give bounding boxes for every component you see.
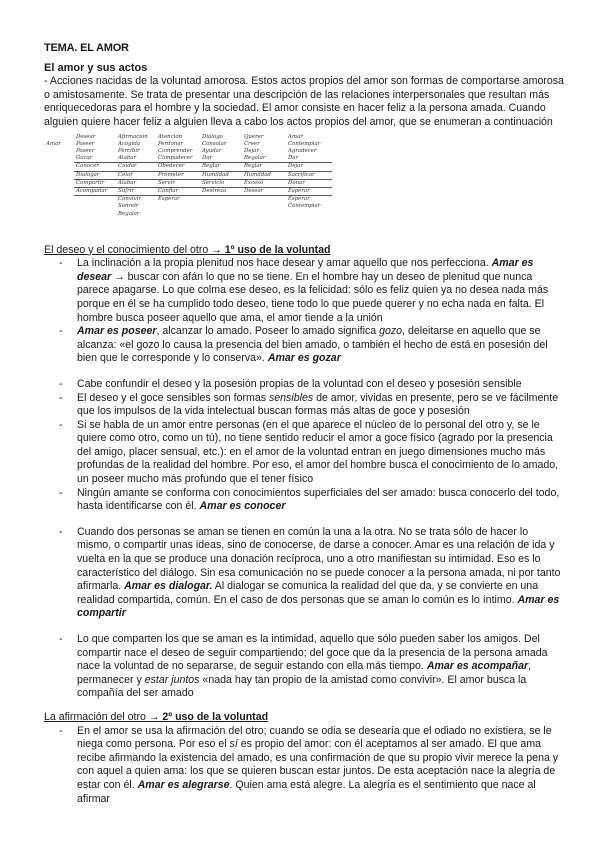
table-cell: Dejar [286,163,332,171]
table-cell: Regalar [242,155,286,163]
table-cell: Humildad [242,171,286,179]
text-span: → buscar con afán lo que no se tiene. En el hombre hay un deseo de plenitud que nunca parece apagarse. Lo que colma ese deseo, es la felicidad: sólo es feliz quien ya no desea nada más porque en él se ha cumplido todo deseo, tiene todo lo que puede querer y no echa nada en falta. El hombre busca poseer aquello que ama, el amor tiende a la unión [77,270,549,324]
table-cell: Dar [200,155,242,163]
table-cell [44,211,74,218]
table-cell: Sonreír [118,203,139,210]
table-cell: Ayudar [202,147,222,154]
table-cell: Sacrificar [286,171,332,179]
table-cell: Dar [286,155,332,163]
section-heading: El amor y sus actos [44,61,148,74]
text-span: El deseo y el goce sensibles son formas [77,391,269,404]
table-cell: Servicio [200,179,242,187]
table-cell: Afirmación [118,133,148,140]
table-row [44,155,332,163]
text-span: gozo [379,325,403,338]
table-cell: Compadecer [156,155,200,163]
section-deseo [44,244,564,701]
section-title [44,711,564,725]
text-span: En el amor se usa la afirmación del otro; cuando se odia se desearía que el odiado no existiera, se le niega como persona. Por eso el [77,724,552,751]
table-cell: Perdonar [158,140,184,147]
text-span: Amar es desear [77,257,534,283]
table-cell [44,163,74,171]
list-item [44,526,564,621]
table-row [44,134,332,141]
text-span: Amar es dialogar. [124,580,213,593]
list-item [44,419,564,487]
table-cell: Poseer [76,147,95,154]
table-cell: Exceso [242,179,286,187]
text-span: Ningún amante se conforma con conocimientos superficiales del ser amado: busca conocerlo del todo, hasta identificarse con él. [77,486,560,513]
arrow-icon: → [208,243,225,256]
text-span: , deleitarse en aquello que se alcanza: «el gozo lo causa la presencia del bien amado, o también el hecho de está en posesión del bien que le corresponde y lo conserva». [77,325,548,365]
table-cell: Humildad [200,171,242,179]
table-cell: Servir [156,179,200,187]
text-span: sensibles [268,391,314,404]
table-cell: Esperar [288,196,310,203]
table-cell [242,203,286,210]
list-item [44,378,564,392]
table-cell [44,155,74,163]
text-span: Amar es acompañar [426,660,529,673]
table-row [44,163,332,171]
table-cell: Acompañar [74,187,116,195]
table-cell: Cuidar [116,163,156,171]
table-row [44,148,332,155]
intro-paragraph: - Acciones nacidas de la voluntad amorosa. Estos actos propios del amor son formas de comportarse amorosa o amistosamente. Se trata de presentar una descripción de las relaciones interpersonales que resultan más enriquecedoras para el hombre y la sociedad. El amor consiste en hacer feliz a la persona amada. Cuando alguien quiere hacer feliz a alguien lleva a cabo los actos propios del amor, que se enumeran a continuación [44,75,564,128]
section-afirmacion [44,711,564,806]
table-cell [242,196,286,204]
text-span: Cabe confundir el deseo y la posesión propias de la voluntad con el deseo y posesión sensible [77,377,522,390]
table-cell: Reglar [242,163,286,171]
text-span: Amar es gozar [267,352,341,365]
table-cell: Desear [242,187,286,195]
table-cell: Comprender [158,147,193,154]
table-cell: Querer [244,133,264,140]
section-title-bold: 1º uso de la voluntad [224,243,331,256]
table-cell: Destreza [200,187,242,195]
table-cell [44,179,74,187]
table-cell [242,211,286,218]
table-cell [200,203,242,210]
table-row [44,211,332,218]
table-cell [286,211,332,218]
table-cell: Convivir [118,196,141,203]
text-span: , alcanzar lo amado. Poseer lo amado significa [156,325,380,338]
table-cell: Atención [158,133,183,140]
list-item [44,392,564,419]
table-cell [200,211,242,218]
text-span: Amar es alegrarse [137,778,230,791]
text-span: Amar es conocer [199,500,286,513]
table-cell: Contemplar [288,203,321,210]
list-item [44,725,564,807]
table-row [44,179,332,187]
list-item [44,257,564,325]
text-span: «nada hay tan propio de la amistad como convivir». El amor busca la compañía del ser amado [77,673,527,700]
text-span: Lo que comparten los que se aman es la intimidad, aquello que sólo pueden saber los amigos. Del compartir nace el deseo de seguir compartiendo; del goce que da la presencia de la persona amada nace la voluntad de no separarse, de seguir estando con ella más tiempo. [77,633,548,673]
bullet-list [44,257,564,701]
table-cell: Alabar [116,179,156,187]
table-cell: Prometer [156,171,200,179]
text-span: Amar es compartir [77,593,560,620]
table-cell: Diálogo [202,133,223,140]
acts-table [44,134,564,234]
table-cell: Contemplar [288,140,321,147]
table-cell: Alabar [116,155,156,163]
table-row [44,171,332,179]
table-cell [44,171,74,179]
table-cell: Acogida [118,140,140,147]
section-title-text: La afirmación del otro [44,710,146,723]
text-span: , permanecer y [77,660,532,686]
table-cell: Esperar [286,187,332,195]
text-span: estar juntos [144,673,200,686]
document-title: TEMA. EL AMOR [44,42,129,54]
table-row [44,141,332,148]
table-cell [200,196,242,204]
table-cell: Confiar [156,187,200,195]
table-cell [44,187,74,195]
table-cell: Gozar [74,155,116,163]
text-span: . Quien ama está alegre. La alegría es el sentimiento que nace al afirmar [77,778,536,805]
table-cell: Esperar [158,196,180,203]
table-cell [74,203,116,210]
list-item [44,633,564,701]
text-span: sí [229,738,238,751]
table-cell: Regalar [118,210,140,217]
text-span: Al dialogar se comunica la realidad del que da, y se convierte en una realidad compartida, común. En el caso de dos personas que se aman lo común es lo íntimo. [77,580,539,606]
table-row [44,196,332,204]
table-cell [156,211,200,218]
table-cell: Creer [244,140,260,147]
list-item [44,487,564,514]
section-title-text: El deseo y el conocimiento del otro [44,243,209,256]
text-span: Si se habla de un amor entre personas (en el que aparece el núcleo de lo personal del otro y, se le quiere como otro, como un tú), no tiene sentido reducir el amor a goce físico (agrado por la presencia del amigo, placer sensual, etc.): en el amor de la voluntad entran en juego dimensiones mucho más profundas de la realidad del hombre. Por eso, el amor del hombre busca el conocimiento de lo amado, un poseer mucho más profundo que el tener físico [77,418,559,486]
text-span: de amor, vividas en presente, pero se ve fácilmente que los impulsos de la vida intelectual buscan formas más altas de goce y posesión [77,391,559,418]
table-cell: Sufrir [116,187,156,195]
acts-table-grid [44,134,332,218]
table-cell: Compartir [74,179,116,187]
text-span: es propio del amor: con él aceptamos al ser amado. El que ama recibe afirmando la existencia del amado, es una confirmación de que su propio vivir merece la pena y con aquel a quien ama: los que se quieren buscan estar juntos. De esta aceptación nace la alegría de estar con él. [77,738,559,791]
table-cell: Amar [288,133,303,140]
section-title-bold: 2º uso de la voluntad [162,710,269,723]
list-item [44,325,564,366]
bullet-list [44,725,564,807]
table-row [44,203,332,210]
table-cell: Poseer [76,140,95,147]
table-cell: Desear [76,133,96,140]
table-cell: Reglar [200,163,242,171]
text-span: Cuando dos personas se aman se tienen en común la una a la otra. No se trata sólo de hacer lo mismo, o compartir unas ideas, sino de conocerse, de darse a conocer. Amar es una relación de ida y vuelta en la que se produce una donación recíproca, uno a otro manifiestan su intimidad. Eso es lo característico del diálogo. Sin esa comunicación no se puede conocer a la persona amada, ni por tanto afirmarla. [77,525,561,593]
table-cell: Percibir [118,147,140,154]
table-cell: Donar [286,179,332,187]
table-cell: Conocer [74,163,116,171]
table-cell [44,203,74,210]
arrow-icon: → [145,710,163,723]
text-span: Amar es poseer [77,325,157,338]
table-cell [44,196,74,204]
table-cell: Dialogar [74,171,116,179]
table-cell [74,211,116,218]
table-cell [156,203,200,210]
table-cell: Amar [46,140,61,147]
table-cell: Agradecer [288,147,317,154]
table-cell [44,134,74,141]
document-page [44,42,564,806]
table-cell [74,196,116,204]
section-title [44,244,564,258]
table-cell: Dejar [244,147,259,154]
table-cell [44,148,74,155]
table-cell: Obedecer [156,163,200,171]
table-cell: Celar [116,171,156,179]
table-row [44,187,332,195]
text-span: La inclinación a la propia plenitud nos hace desear y amar aquello que nos perfecciona. [77,257,492,270]
table-cell: Consolar [202,140,227,147]
